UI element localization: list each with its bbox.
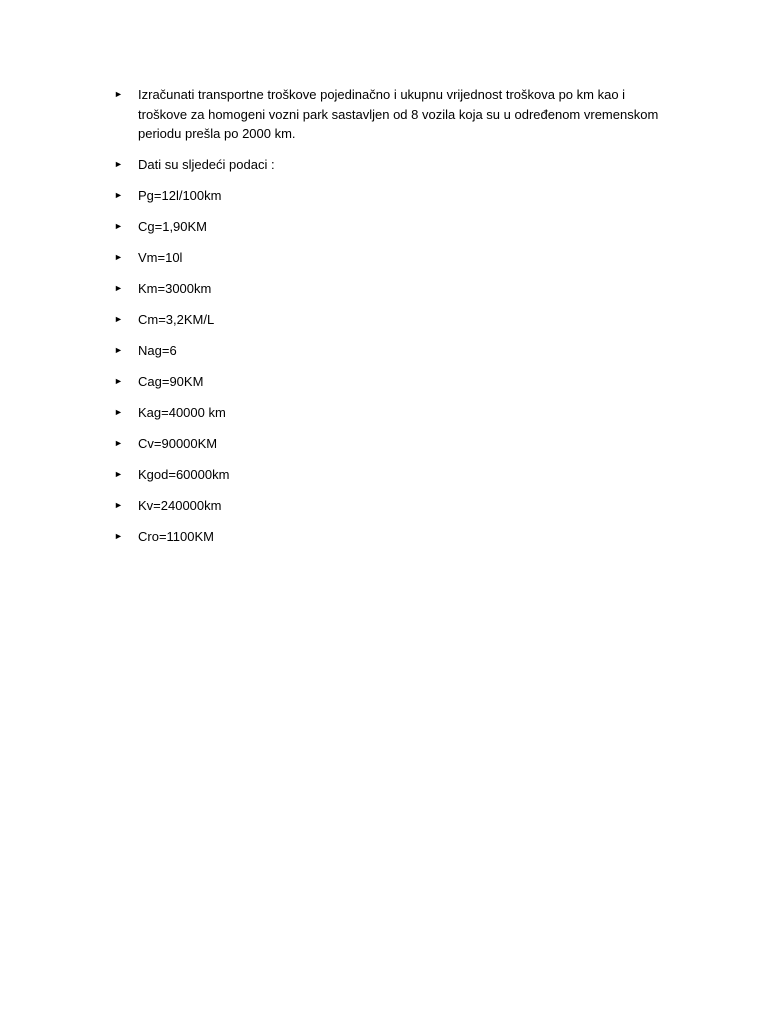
list-item-cv <box>114 434 674 454</box>
list-item-text: Km=3000km <box>138 281 212 296</box>
list-item-text: Cag=90KM <box>138 374 204 389</box>
list-item-kgod <box>114 465 674 485</box>
list-item-kag <box>114 403 674 423</box>
triangle-bullet-icon: ► <box>114 531 123 541</box>
list-item-text: Pg=12l/100km <box>138 188 222 203</box>
triangle-bullet-icon: ► <box>114 159 123 169</box>
list-item-text: Nag=6 <box>138 343 177 358</box>
triangle-bullet-icon: ► <box>114 407 123 417</box>
list-item-text: Vm=10l <box>138 250 183 265</box>
list-item-cag <box>114 372 674 392</box>
triangle-bullet-icon: ► <box>114 345 123 355</box>
list-item-kv <box>114 496 674 516</box>
triangle-bullet-icon: ► <box>114 89 123 99</box>
triangle-bullet-icon: ► <box>114 190 123 200</box>
triangle-bullet-icon: ► <box>114 252 123 262</box>
list-item-cro <box>114 527 674 547</box>
list-item-nag <box>114 341 674 361</box>
list-item-text: Cro=1100KM <box>138 529 214 544</box>
list-item-text: Kv=240000km <box>138 498 222 513</box>
triangle-bullet-icon: ► <box>114 221 123 231</box>
list-item-text: Cg=1,90KM <box>138 219 208 234</box>
triangle-bullet-icon: ► <box>114 500 123 510</box>
triangle-bullet-icon: ► <box>114 469 123 479</box>
list-item-text: Kag=40000 km <box>138 405 226 420</box>
list-item-cm <box>114 310 674 330</box>
list-item-pg <box>114 186 674 206</box>
list-item-text: Cm=3,2KM/L <box>138 312 215 327</box>
list-item-cg <box>114 217 674 237</box>
list-item-km <box>114 279 674 299</box>
list-item-intro <box>114 155 674 175</box>
list-item-vm <box>114 248 674 268</box>
list-item-text: Izračunati transportne troškove pojedinačno i ukupnu vrijednost troškova po km kao i troškove za homogeni vozni park sastavljen od 8 vozila koja su u određenom vremenskom periodu prešla po 2000 km. <box>138 87 659 141</box>
triangle-bullet-icon: ► <box>114 283 123 293</box>
bullet-list <box>114 85 674 558</box>
list-item-task <box>114 85 674 144</box>
triangle-bullet-icon: ► <box>114 314 123 324</box>
triangle-bullet-icon: ► <box>114 438 123 448</box>
list-item-text: Dati su sljedeći podaci : <box>138 157 275 172</box>
list-item-text: Kgod=60000km <box>138 467 230 482</box>
list-item-text: Cv=90000KM <box>138 436 218 451</box>
triangle-bullet-icon: ► <box>114 376 123 386</box>
